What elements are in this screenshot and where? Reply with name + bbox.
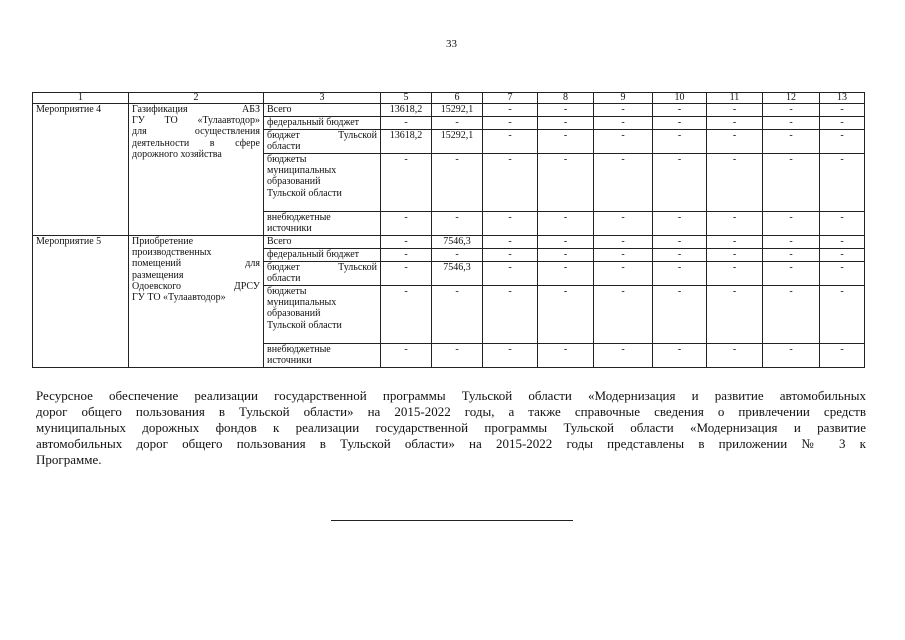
value-cell: - [653,212,707,236]
funding-source-line: области [267,141,301,153]
value-cell: - [653,154,707,212]
value-cell: - [432,344,483,368]
value-cell: - [594,212,653,236]
column-header: 3 [264,93,381,104]
value-cell: 15292,1 [432,104,483,117]
value-cell: - [820,236,865,249]
value-cell: - [594,154,653,212]
value-cell: - [538,249,594,262]
funding-source [264,130,381,154]
table-header-row [33,93,865,104]
funding-source-line: источники [267,223,312,235]
table-body [33,104,865,368]
event-description [129,104,264,236]
funding-source-line: образований [267,308,321,320]
value-cell: - [594,249,653,262]
funding-source-line: области [267,273,301,285]
column-header: 2 [129,93,264,104]
page-number: 33 [446,38,457,50]
value-cell: - [432,286,483,344]
funding-source-line: Всего [267,236,292,247]
value-cell: - [763,154,820,212]
funding-source [264,286,381,344]
funding-source-line: бюджеты [267,154,307,165]
value-cell: - [483,262,538,286]
value-cell: 15292,1 [432,130,483,154]
table-row [33,236,865,249]
funding-source [264,236,381,249]
value-cell: - [820,344,865,368]
value-cell: - [707,286,763,344]
paragraph-line: автомобильных дорог общего пользования в Тульской области» на 2015-2022 годы представлены в приложении № 3 к [36,436,866,451]
funding-source [264,104,381,117]
value-cell: - [538,130,594,154]
funding-source-line: образований [267,176,321,188]
value-cell: - [432,154,483,212]
value-cell: - [432,117,483,130]
value-cell: - [381,154,432,212]
value-cell: - [381,262,432,286]
value-cell: - [538,212,594,236]
value-cell: - [653,262,707,286]
resource-table [32,92,865,368]
value-cell: - [538,344,594,368]
funding-source [264,212,381,236]
value-cell: - [381,249,432,262]
value-cell: - [763,262,820,286]
resource-paragraph [36,388,866,468]
value-cell: - [538,236,594,249]
value-cell: - [483,212,538,236]
value-cell: - [707,249,763,262]
funding-source-line: муниципальных [267,297,337,309]
value-cell: - [763,344,820,368]
value-cell: - [483,154,538,212]
event-description-line: Приобретение [132,236,194,247]
funding-source-line: Тульской области [267,187,342,199]
value-cell: - [594,286,653,344]
column-header: 12 [763,93,820,104]
paragraph-line: муниципальных дорожных фондов к реализации государственной программы Тульской области «Модернизация и развитие [36,420,866,435]
funding-source-line: бюджет Тульской [267,262,377,273]
column-header: 6 [432,93,483,104]
column-header: 9 [594,93,653,104]
value-cell: - [483,286,538,344]
event-description-line: ГУ ТО «Тулаавтодор» [132,291,226,303]
funding-source-line: муниципальных [267,165,337,177]
value-cell: - [381,117,432,130]
value-cell: - [653,249,707,262]
value-cell: - [820,154,865,212]
value-cell: - [483,130,538,154]
closing-rule [331,520,573,521]
value-cell: - [707,117,763,130]
value-cell: - [707,154,763,212]
event-description [129,236,264,368]
value-cell: - [820,104,865,117]
value-cell: 13618,2 [381,104,432,117]
value-cell: - [763,249,820,262]
column-header: 7 [483,93,538,104]
value-cell: - [432,212,483,236]
funding-source-line: Всего [267,104,292,115]
value-cell: - [820,286,865,344]
value-cell: - [594,344,653,368]
value-cell: - [483,117,538,130]
value-cell: - [653,286,707,344]
funding-source [264,262,381,286]
value-cell: - [707,262,763,286]
value-cell: - [653,130,707,154]
value-cell: - [653,344,707,368]
value-cell: - [483,249,538,262]
column-header: 1 [33,93,129,104]
event-description-line: ГУ ТО «Тулаавтодор» [132,115,260,127]
funding-source-line: бюджет Тульской [267,130,377,141]
value-cell: - [594,130,653,154]
value-cell: 7546,3 [432,236,483,249]
paragraph-line: дорог общего пользования в Тульской области» на 2015-2022 годы, а также справочные сведения о привлечении средств [36,404,866,419]
value-cell: - [707,104,763,117]
value-cell: - [653,117,707,130]
value-cell: - [820,262,865,286]
value-cell: - [594,104,653,117]
value-cell: 13618,2 [381,130,432,154]
funding-source [264,117,381,130]
column-header: 13 [820,93,865,104]
value-cell: - [483,104,538,117]
event-description-line: производственных [132,247,212,259]
value-cell: - [538,262,594,286]
column-header: 8 [538,93,594,104]
event-label: Мероприятие 4 [33,104,129,236]
event-description-line: Газификация АБЗ [132,104,260,115]
event-description-line: помещений для [132,258,260,270]
funding-source-line: Тульской области [267,319,342,331]
value-cell: - [763,130,820,154]
value-cell: - [707,212,763,236]
event-description-line: дорожного хозяйства [132,148,222,160]
column-header: 11 [707,93,763,104]
event-description-line: размещения [132,269,184,281]
value-cell: - [538,154,594,212]
value-cell: - [820,130,865,154]
value-cell: - [707,236,763,249]
value-cell: - [763,212,820,236]
value-cell: - [432,249,483,262]
table-row [33,104,865,117]
value-cell: - [763,286,820,344]
column-header: 5 [381,93,432,104]
event-description-line: Одоевского ДРСУ [132,280,260,292]
value-cell: - [381,286,432,344]
funding-source [264,249,381,262]
value-cell: - [763,104,820,117]
value-cell: - [594,262,653,286]
value-cell: - [381,344,432,368]
value-cell: 7546,3 [432,262,483,286]
event-description-line: деятельности в сфере [132,137,260,149]
event-description-line: для осуществления [132,126,260,138]
value-cell: - [483,344,538,368]
value-cell: - [538,104,594,117]
value-cell: - [653,236,707,249]
funding-source [264,344,381,368]
value-cell: - [820,117,865,130]
value-cell: - [483,236,538,249]
value-cell: - [594,117,653,130]
event-label: Мероприятие 5 [33,236,129,368]
paragraph-line: Ресурсное обеспечение реализации государственной программы Тульской области «Модернизация и развитие автомобильных [36,388,866,403]
column-header: 10 [653,93,707,104]
value-cell: - [763,117,820,130]
value-cell: - [820,212,865,236]
value-cell: - [763,236,820,249]
value-cell: - [653,104,707,117]
value-cell: - [707,344,763,368]
funding-source [264,154,381,212]
funding-source-line: федеральный бюджет [267,117,360,128]
funding-source-line: внебюджетные [267,344,331,355]
funding-source-line: внебюджетные [267,212,331,223]
value-cell: - [707,130,763,154]
funding-source-line: источники [267,355,312,367]
value-cell: - [538,286,594,344]
funding-source-line: федеральный бюджет [267,249,360,260]
value-cell: - [538,117,594,130]
funding-source-line: бюджеты [267,286,307,297]
paragraph-line: Программе. [36,452,102,467]
value-cell: - [820,249,865,262]
value-cell: - [381,236,432,249]
value-cell: - [381,212,432,236]
value-cell: - [594,236,653,249]
